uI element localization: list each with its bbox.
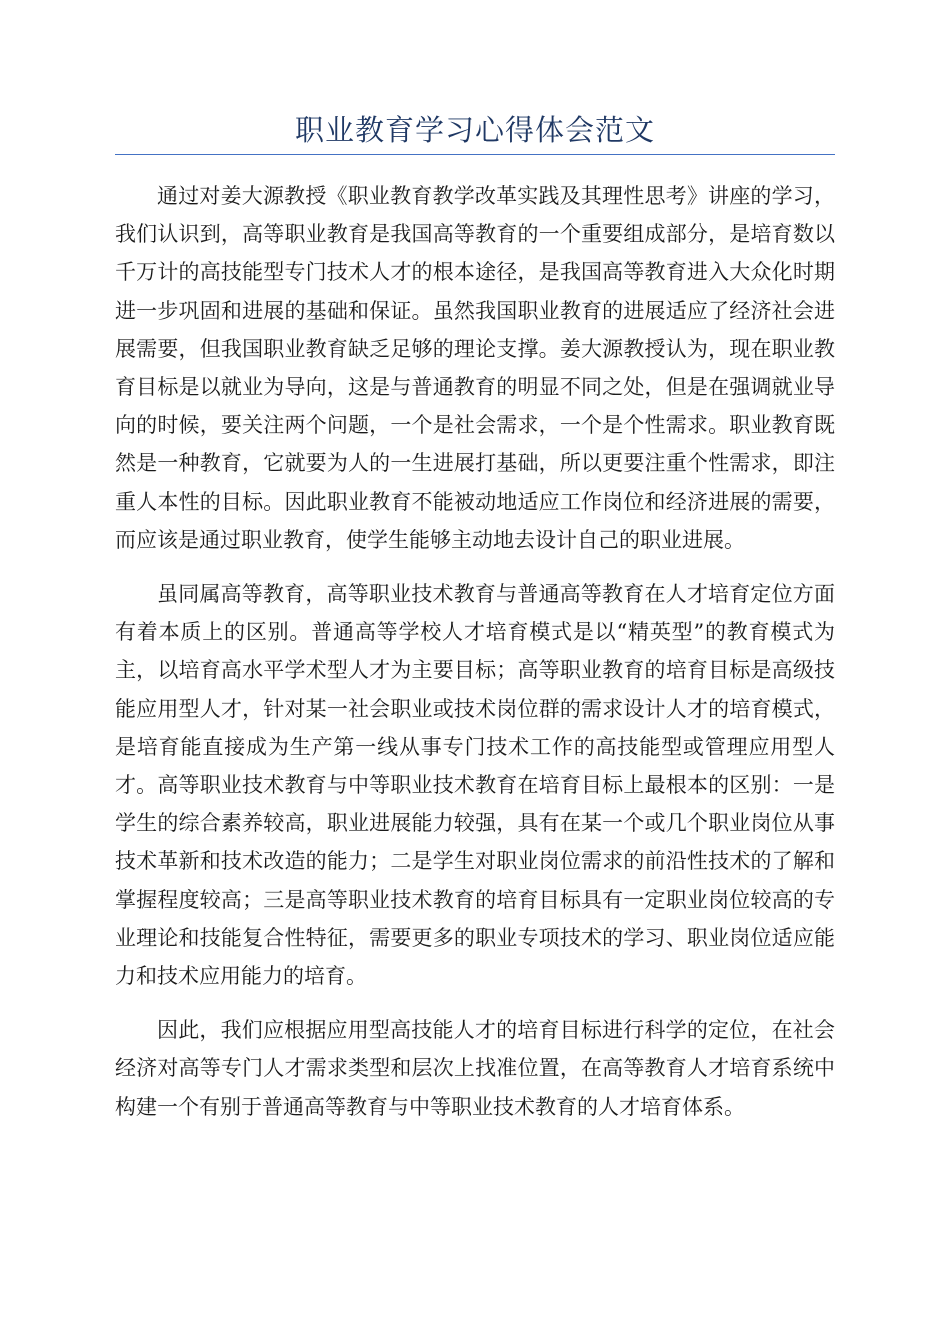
paragraph-3: 因此，我们应根据应用型高技能人才的培育目标进行科学的定位，在社会经济对高等专门人才需求类型和层次上找准位置，在高等教育人才培育系统中构建一个有别于普通高等教育与中等职业技术教育的人才培育体系。 <box>115 1018 835 1119</box>
title-underline <box>115 154 835 155</box>
paragraph-1: 通过对姜大源教授《职业教育教学改革实践及其理性思考》讲座的学习，我们认识到，高等职业教育是我国高等教育的一个重要组成部分，是培育数以千万计的高技能型专门技术人才的根本途径，是我国高等教育进入大众化时期进一步巩固和进展的基础和保证。虽然我国职业教育的进展适应了经济社会进展需要，但我国职业教育缺乏足够的理论支撑。姜大源教授认为，现在职业教育目标是以就业为导向，这是与普通教育的明显不同之处，但是在强调就业导向的时候，要关注两个问题，一个是社会需求，一个是个性需求。职业教育既然是一种教育，它就要为人的一生进展打基础，所以更要注重个性需求，即注重人本性的目标。因此职业教育不能被动地适应工作岗位和经济进展的需要，而应该是通过职业教育，使学生能够主动地去设计自己的职业进展。 <box>115 184 835 552</box>
document-title: 职业教育学习心得体会范文 <box>294 113 655 147</box>
paragraph-2: 虽同属高等教育，高等职业技术教育与普通高等教育在人才培育定位方面有着本质上的区别。普通高等学校人才培育模式是以“精英型”的教育模式为主，以培育高水平学术型人才为主要目标；高等职业教育的培育目标是高级技能应用型人才，针对某一社会职业或技术岗位群的需求设计人才的培育模式，是培育能直接成为生产第一线从事专门技术工作的高技能型或管理应用型人才。高等职业技术教育与中等职业技术教育在培育目标上最根本的区别：一是学生的综合素养较高，职业进展能力较强，具有在某一个或几个职业岗位从事技术革新和技术改造的能力；二是学生对职业岗位需求的前沿性技术的了解和掌握程度较高；三是高等职业技术教育的培育目标具有一定职业岗位较高的专业理论和技能复合性特征，需要更多的职业专项技术的学习、职业岗位适应能力和技术应用能力的培育。 <box>115 582 835 989</box>
document-body <box>115 177 835 1126</box>
